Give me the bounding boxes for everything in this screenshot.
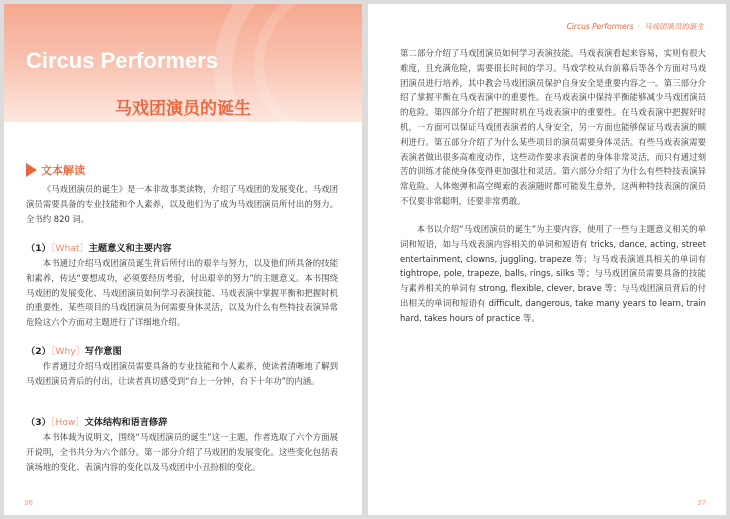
what-paragraph: 本书通过介绍马戏团演员诞生背后所付出的艰辛与努力，以及他们所具备的技能和素养，传达“要想成功，必须要经历考验，付出艰辛的努力”的主题意义。本书围绕马戏团的发展变化、马戏团演员如何学习表演技能、马戏表演中掌握平衡和把握时机的重要性、某些项目的马戏团演员为何需要身体灵活，以及为什么有些特技表演异常危险这六个方面对主题进行了详细地介绍。 bbox=[26, 258, 338, 328]
intro-paragraph: 《马戏团演员的诞生》是一本非故事类读物，介绍了马戏团的发展变化、马戏团演员需要具备的专业技能和个人素养，以及他们为了成为马戏团演员所付出的努力。全书约 820 词。 bbox=[26, 184, 338, 224]
why-paragraph: 作者通过介绍马戏团演员需要具备的专业技能和个人素养，使读者清晰地了解到马戏团演员背后的付出，让读者真切感受到“台上一分钟，台下十年功”的内涵。 bbox=[26, 361, 338, 386]
page-number: 37 bbox=[697, 499, 706, 507]
subheading-tag: What bbox=[55, 243, 80, 254]
subheading-title: 文体结构和语言修辞 bbox=[84, 417, 168, 428]
subheading-why: （2）［Why］写作意图 bbox=[26, 346, 122, 357]
subheading-tag: Why bbox=[55, 346, 76, 357]
subheading-number: 3 bbox=[35, 417, 42, 428]
section-label: 文本解读 bbox=[41, 164, 85, 177]
subheading-number: 2 bbox=[35, 346, 42, 357]
subheading-title: 写作意图 bbox=[84, 346, 122, 357]
banner-title: Circus Performers bbox=[26, 48, 218, 73]
right-page bbox=[368, 4, 726, 515]
triangle-bullet-icon bbox=[26, 163, 37, 177]
left-page bbox=[4, 4, 362, 515]
how-paragraph: 本书体裁为说明文，围绕“马戏团演员的诞生”这一主题，作者选取了六个方面展开说明，全书共分为六个部分。第一部分介绍了马戏团的发展变化。这些变化包括表演场地的变化、表演内容的变化以及马戏团中小丑扮相的变化。 bbox=[26, 432, 338, 472]
page-number: 36 bbox=[24, 499, 33, 507]
subheading-tag: How bbox=[55, 417, 76, 428]
body-paragraph: 第二部分介绍了马戏团演员如何学习表演技能。马戏表演看起来容易，实则有很大难度，且充满危险，需要很长时间的学习。马戏学校从台前幕后等各个方面对马戏团演员进行培养，其中教会马戏团演员保护自身安全是重要内容之一。第三部分介绍了掌握平衡在马戏表演中的重要性。在马戏表演中保持平衡能够减少马戏团演员的危险。第四部分介绍了把握时机在马戏表演中的重要性。在马戏表演中把握好时机，一方面可以保证马戏团表演者的人身安全，另一方面也能够保证马戏表演的顺利进行。第五部分介绍了为什么某些项目的演员需要身体灵活。有些马戏表演需要表演者做出很多高难度动作，这些动作要求表演者的身体非常灵活，而只有通过刻苦的训练才能使身体变得更加强壮和灵活。第六部分介绍了为什么有些特技表演异常危险。人体炮弹和高空绳索的表演随时都可能发生意外，这两种特技表演的演员不仅要非常聪明，还要非常勇敢。 bbox=[400, 48, 706, 206]
running-head: Circus Performers · 马戏团演员的诞生 bbox=[566, 22, 704, 31]
running-head-chinese: 马戏团演员的诞生 bbox=[644, 22, 704, 31]
subheading-what: （1）［What］主题意义和主要内容 bbox=[26, 243, 172, 254]
section-heading bbox=[26, 162, 85, 178]
subheading-number: 1 bbox=[35, 243, 42, 254]
body-paragraph: 本书以介绍“马戏团演员的诞生”为主要内容，使用了一些与主题意义相关的单词和短语，如与马戏表演内容相关的单词和短语有 tricks, dance, acting, street entertainment, clowns, juggling, trapeze 等；与马戏表演道具相关的单词有 tightrope, pole, trapeze, balls, rings, silks 等；与马戏团演员需要具备的技能与素养相关的单词有 strong, flexible, clever, brave 等；与马戏团演员背后的付出相关的单词和短语有 difficult, dangerous, take many years to learn, train hard, takes hours of practice 等。 bbox=[400, 224, 706, 323]
subheading-title: 主题意义和主要内容 bbox=[88, 243, 172, 254]
running-head-english: Circus Performers bbox=[566, 22, 634, 31]
chapter-title: 马戏团演员的诞生 bbox=[115, 99, 251, 119]
subheading-how: （3）［How］文体结构和语言修辞 bbox=[26, 417, 168, 428]
